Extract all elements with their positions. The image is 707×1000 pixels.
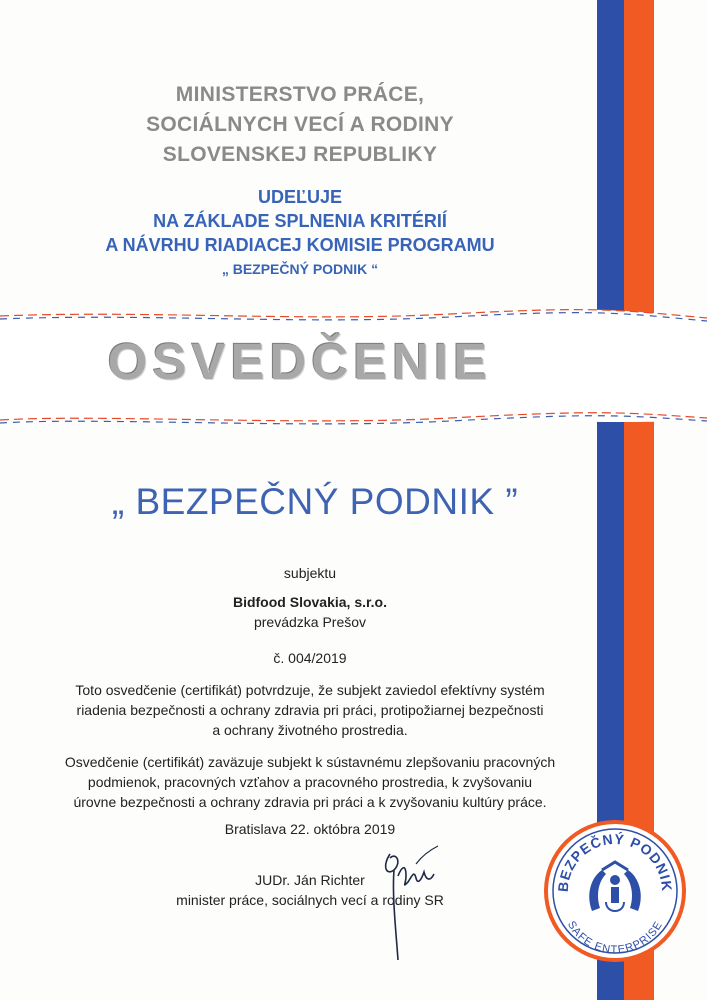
- ministry-heading: [0, 80, 600, 170]
- ministry-line: SOCIÁLNYCH VECÍ A RODINY: [146, 113, 454, 136]
- obligation-line: podmienok, pracovných vzťahov a pracovného prostredia, k zvyšovaniu: [87, 774, 533, 790]
- grants-line: UDEĽUJE: [257, 187, 342, 207]
- certificate-number: č. 004/2019: [273, 650, 347, 666]
- company-name: Bidfood Slovakia, s.r.o.: [232, 594, 388, 610]
- subject-label: subjektu: [283, 565, 337, 581]
- grants-statement: [0, 185, 600, 281]
- signer-position: minister práce, sociálnych vecí a rodiny SR: [176, 892, 444, 908]
- ministry-line: SLOVENSKEJ REPUBLIKY: [162, 143, 438, 166]
- certificate-statement: [0, 680, 620, 740]
- program-seal: [540, 816, 690, 966]
- signer-block: [0, 870, 620, 910]
- seal-bottom-text: SAFE ENTERPRISE: [564, 919, 666, 957]
- obligation-line: úrovne bezpečnosti a ochrany zdravia pri práci a k zvyšovaniu kultúry práce.: [73, 794, 547, 810]
- signer-name: JUDr. Ján Richter: [255, 872, 365, 888]
- statement-line: a ochrany životného prostredia.: [212, 722, 408, 738]
- statement-line: riadenia bezpečnosti a ochrany zdravia pri práci, protipožiarnej bezpečnosti: [76, 702, 544, 718]
- statement-line: Toto osvedčenie (certifikát) potvrdzuje, že subjekt zaviedol efektívny systém: [75, 682, 545, 698]
- obligation-line: Osvedčenie (certifikát) zaväzuje subjekt k sústavnému zlepšovaniu pracovných: [64, 754, 556, 770]
- issue-date: Bratislava 22. októbra 2019: [224, 821, 396, 837]
- ministry-line: MINISTERSTVO PRÁCE,: [175, 83, 425, 106]
- plant-location: prevádzka Prešov: [253, 614, 367, 630]
- grants-line: NA ZÁKLADE SPLNENIA KRITÉRIÍ: [153, 211, 447, 231]
- signature: [372, 836, 452, 966]
- grants-line: A NÁVRHU RIADIACEJ KOMISIE PROGRAMU: [105, 235, 495, 255]
- grants-program-name: „ BEZPEČNÝ PODNIK “: [221, 261, 379, 277]
- certificate-obligation: [0, 752, 620, 812]
- program-title: „ BEZPEČNÝ PODNIK ”: [111, 481, 519, 522]
- seal-top-text: BEZPEČNÝ PODNIK: [554, 830, 676, 893]
- certificate-title: OSVEDČENIE: [107, 333, 493, 390]
